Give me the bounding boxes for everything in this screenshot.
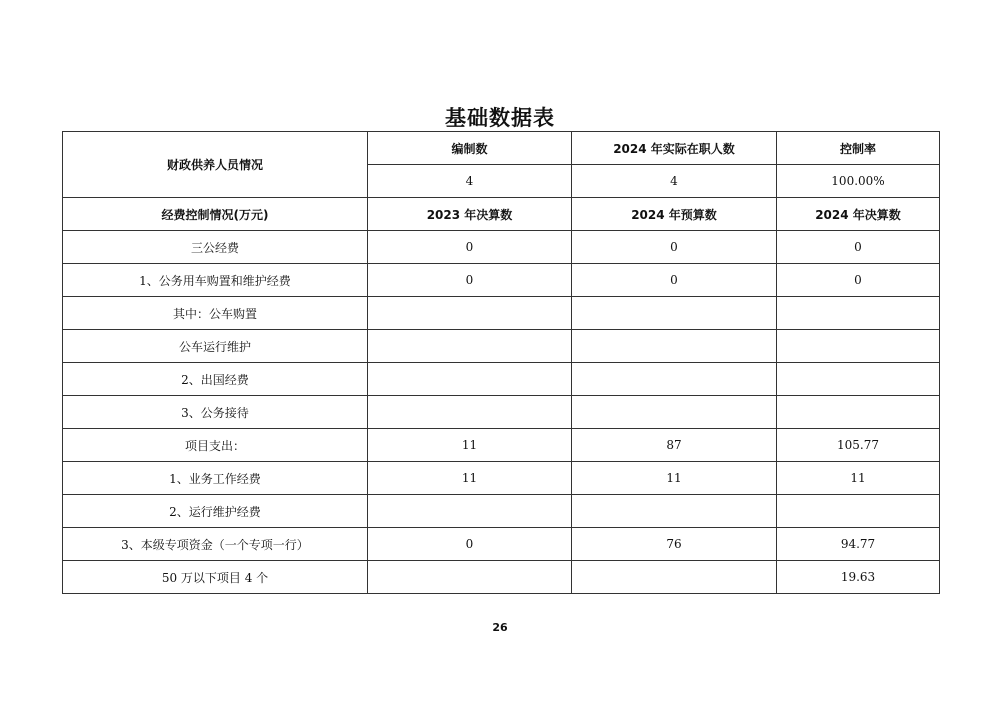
funding-header-cell: 2024 年决算数 [777,198,940,231]
page-title: 基础数据表 [445,106,555,130]
staff-label: 财政供养人员情况 [63,132,368,198]
cell-2023-final [368,561,572,594]
row-label: 1、公务用车购置和维护经费 [63,264,368,297]
staff-value-cell: 4 [368,165,572,198]
cell-2023-final: 0 [368,264,572,297]
cell-2023-final [368,330,572,363]
staff-value-cell: 100.00% [777,165,940,198]
funding-header-cell: 2024 年预算数 [572,198,777,231]
cell-2023-final: 0 [368,528,572,561]
funding-header-cell: 2023 年决算数 [368,198,572,231]
cell-2024-final [777,330,940,363]
row-label: 50 万以下项目 4 个 [63,561,368,594]
cell-2024-final: 11 [777,462,940,495]
row-label: 2、运行维护经费 [63,495,368,528]
cell-2023-final [368,297,572,330]
staff-header-cell: 2024 年实际在职人数 [572,132,777,165]
cell-2023-final [368,396,572,429]
table-row [63,429,940,462]
cell-2024-budget [572,561,777,594]
row-label: 三公经费 [63,231,368,264]
funding-header-row [63,198,940,231]
cell-2024-budget [572,495,777,528]
row-label: 1、业务工作经费 [63,462,368,495]
table-row [63,363,940,396]
cell-2024-budget: 11 [572,462,777,495]
staff-header-cell: 编制数 [368,132,572,165]
row-label: 2、出国经费 [63,363,368,396]
row-label: 其中：公车购置 [63,297,368,330]
staff-header-cell: 控制率 [777,132,940,165]
cell-2024-final [777,363,940,396]
cell-2024-budget: 0 [572,231,777,264]
row-label: 3、本级专项资金（一个专项一行） [63,528,368,561]
cell-2024-budget [572,297,777,330]
cell-2024-final: 19.63 [777,561,940,594]
table-row [63,396,940,429]
basic-data-table [62,131,940,594]
cell-2024-budget [572,363,777,396]
cell-2024-budget: 0 [572,264,777,297]
table-row [63,231,940,264]
cell-2023-final [368,495,572,528]
cell-2024-budget [572,396,777,429]
page-number: 26 [492,621,508,634]
cell-2023-final: 11 [368,429,572,462]
table-row [63,297,940,330]
row-label: 公车运行维护 [63,330,368,363]
funding-header-cell: 经费控制情况(万元) [63,198,368,231]
table-row [63,462,940,495]
staff-value-cell: 4 [572,165,777,198]
cell-2024-final [777,297,940,330]
table-row [63,561,940,594]
table-row [63,330,940,363]
cell-2024-budget: 87 [572,429,777,462]
row-label: 项目支出： [63,429,368,462]
cell-2023-final: 0 [368,231,572,264]
cell-2024-final [777,495,940,528]
cell-2024-budget [572,330,777,363]
cell-2023-final: 11 [368,462,572,495]
row-label: 3、公务接待 [63,396,368,429]
table-row [63,528,940,561]
cell-2024-final [777,396,940,429]
table-row [63,264,940,297]
cell-2024-budget: 76 [572,528,777,561]
cell-2023-final [368,363,572,396]
cell-2024-final: 0 [777,231,940,264]
cell-2024-final: 0 [777,264,940,297]
cell-2024-final: 94.77 [777,528,940,561]
cell-2024-final: 105.77 [777,429,940,462]
table-row [63,495,940,528]
staff-header-row [63,132,940,165]
